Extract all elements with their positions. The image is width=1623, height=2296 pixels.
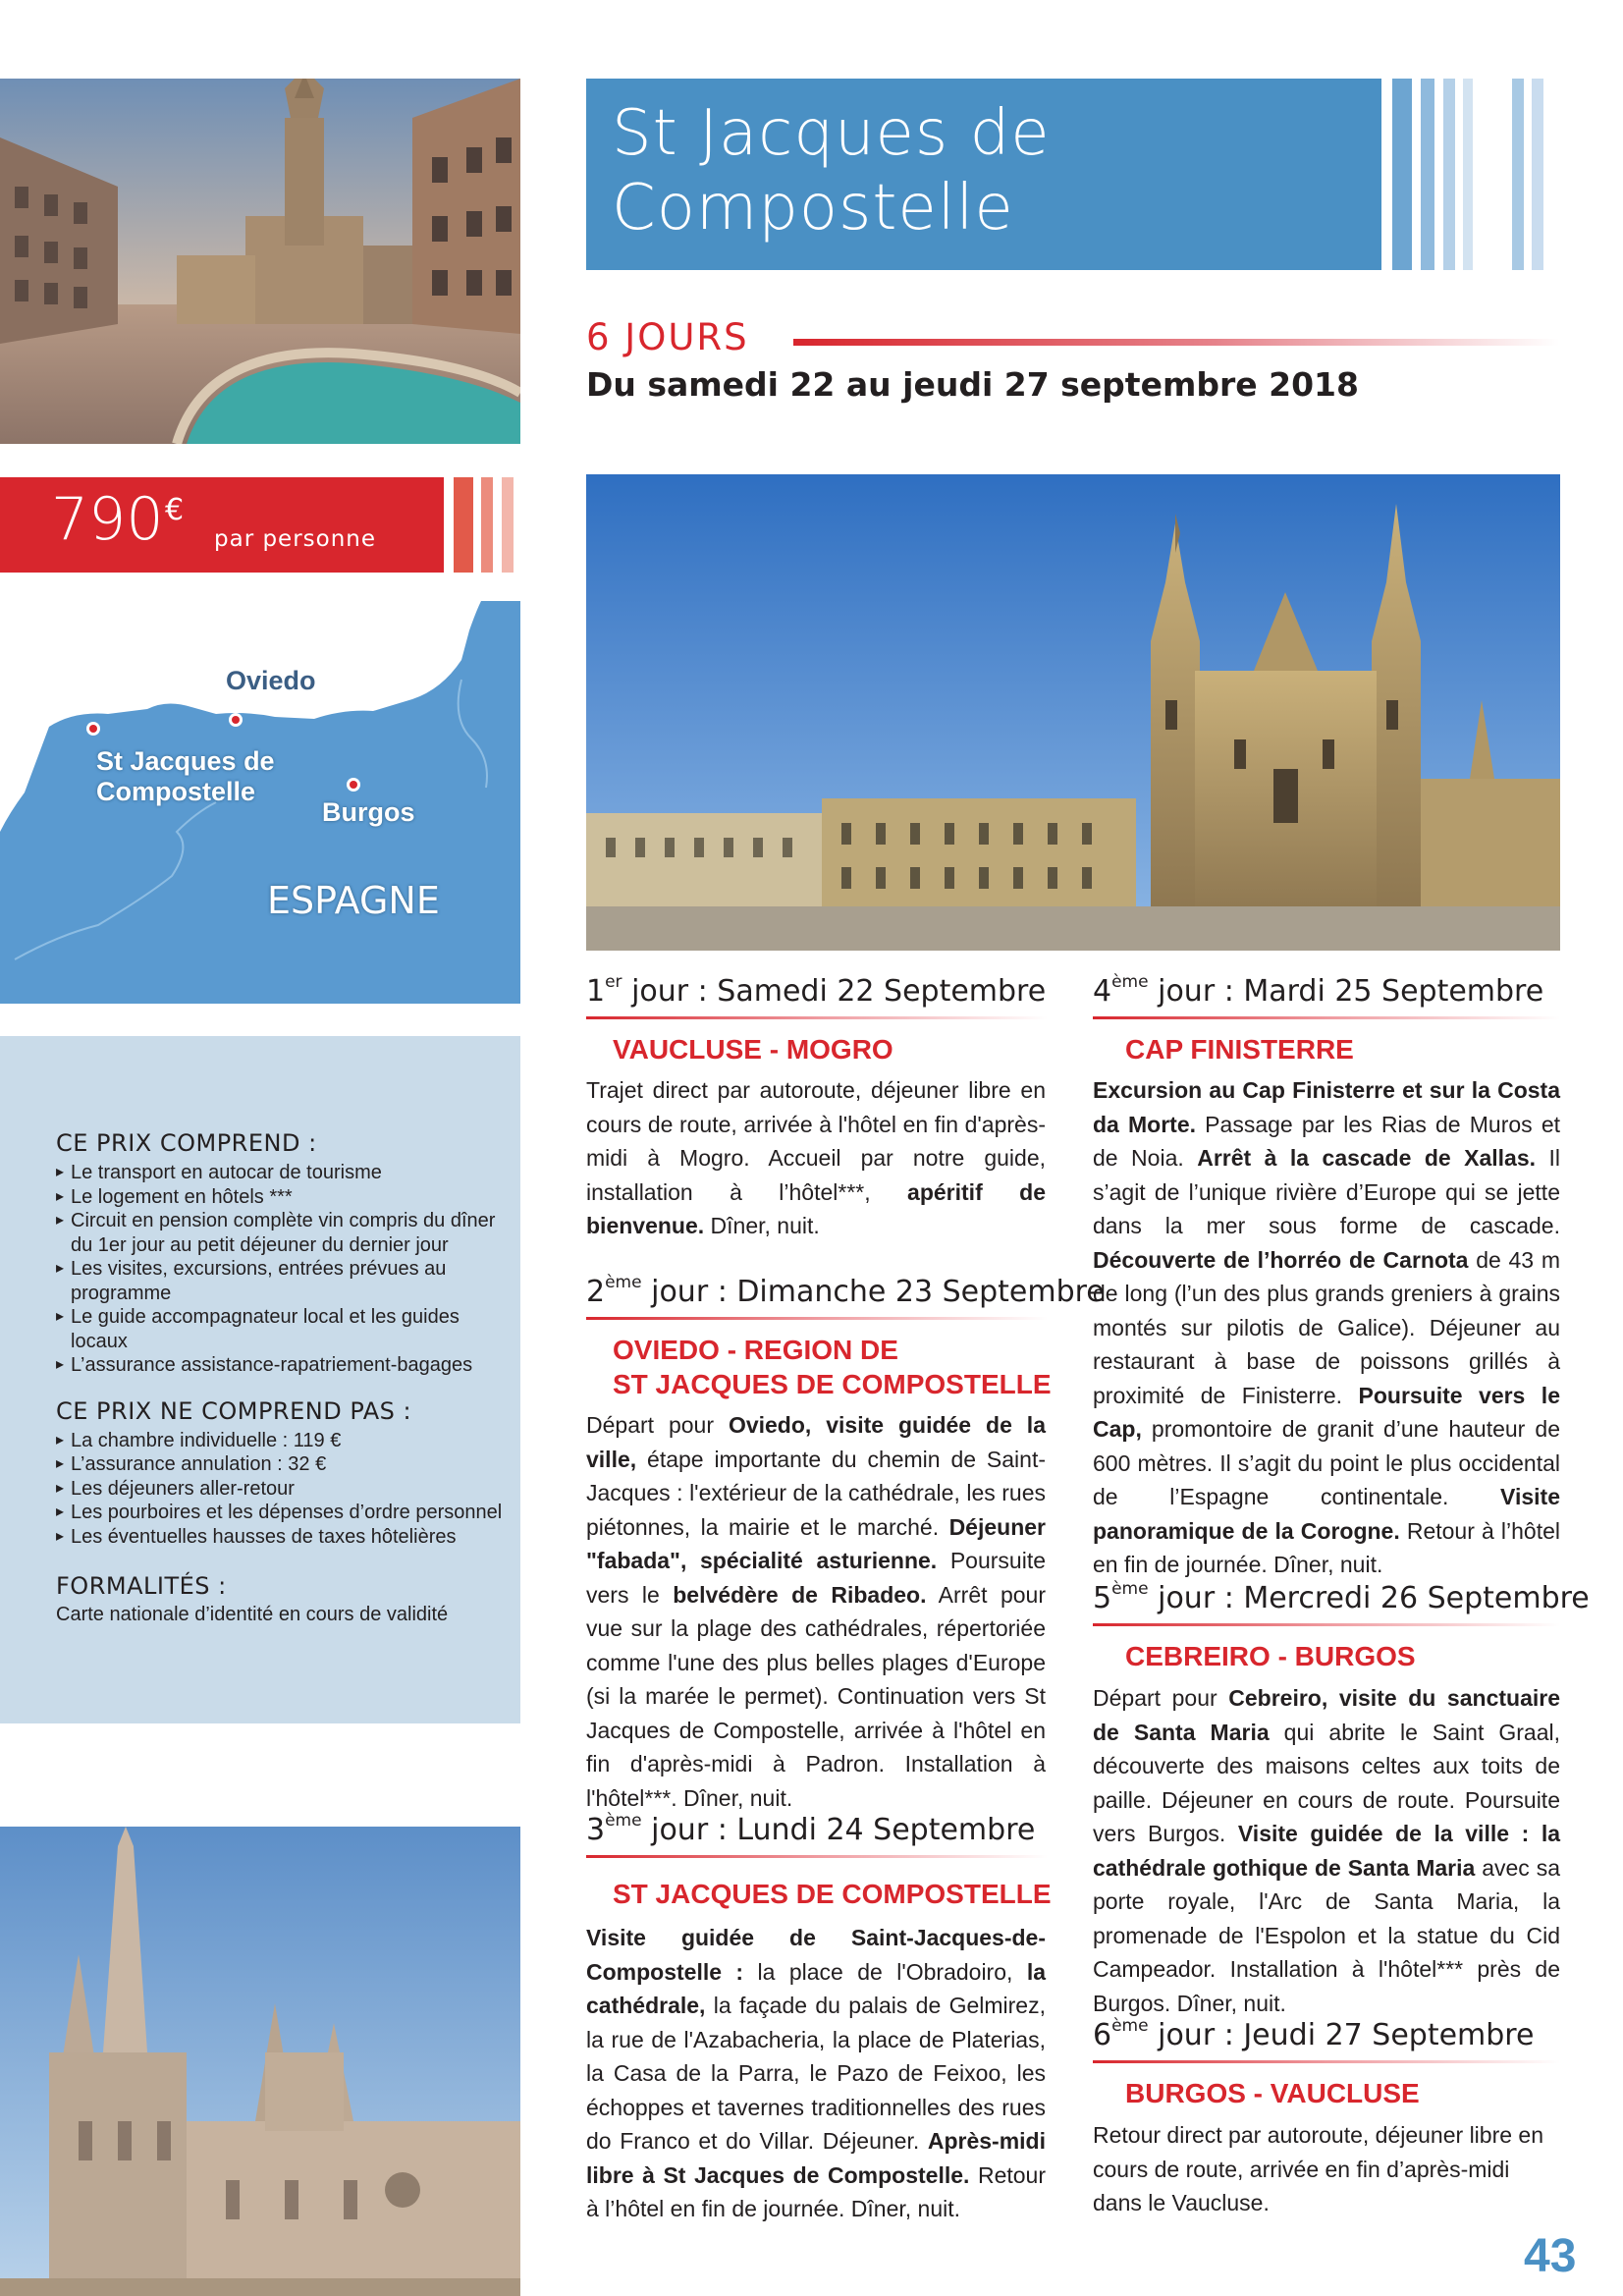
map-marker-oviedo [229,713,243,727]
title-line-2: Compostelle [612,172,1014,245]
day-4-line [1093,1016,1560,1019]
day-2-text: Départ pour Oviedo, visite guidée de la ville, étape importante du chemin de Saint-Jacques : l'extérieur de la cathédrale, les rues piétonnes, la mairie et le marché. Déjeuner "fabada", spécialité asturienne. Poursuite vers le belvédère de Ribadeo. Arrêt pour vue sur la plage des cathédrales, répertoriée comme l'une des plus belles plages d'Europe (si la marée le permet). Continuation vers St Jacques de Compostelle, arrivée à l'hôtel en fin d'après-midi à Padron. Installation à l'hôtel***. Dîner, nuit. [586,1412,1047,1811]
ne-comprend-title: CE PRIX NE COMPREND PAS : [56,1396,412,1425]
day-6-heading: 6ème jour : Jeudi 27 Septembre [1093,2016,1535,2052]
day-6-line [1093,2060,1560,2063]
day-5-subtitle: CEBREIRO - BURGOS [1125,1641,1416,1671]
price-stripe-1 [454,477,473,573]
price-amount: 790 [51,485,164,554]
map-label-stjacques-2: Compostelle [96,777,256,806]
title-stripe-4 [1463,79,1473,270]
day-4-heading: 4ème jour : Mardi 25 Septembre [1093,972,1544,1009]
title-stripe-1 [1392,79,1412,270]
price-info-panel [0,1036,520,1723]
map-label-stjacques [96,746,275,807]
duration: 6 JOURS [586,316,749,358]
list-item: ▸ Les pourboires et les dépenses d’ordre personnel [56,1501,508,1525]
list-item: ▸ Les visites, excursions, entrées prévues au programme [56,1257,508,1305]
ne-comprend-list [56,1429,508,1550]
page-number: 43 [1524,2230,1577,2282]
formalites-text: Carte nationale d’identité en cours de validité [56,1604,449,1625]
price-stripe-2 [481,477,493,573]
day-3-text: Visite guidée de Saint-Jacques-de-Compostelle : la place de l'Obradoiro, la cathédrale, la façade du palais de Gelmirez, la rue de l'Azabacheria, la place de Platerias, la Casa de la Parra, le Pazo de Feixoo, les échoppes et tavernes traditionnelles des rues do Franco et do Villar. Déjeuner. Après-midi libre à St Jacques de Compostelle. Retour à l’hôtel en fin de journée. Dîner, nuit. [586,1925,1047,2221]
oviedo-photo [0,79,520,444]
day-4-text: Excursion au Cap Finisterre et sur la Costa da Morte. Passage par les Rias de Muros et de Noia. Arrêt à la cascade de Xallas. Il s’agit de l’unique rivière d’Europe qui se jette dans la mer sous forme de cascade. Découverte de l’horréo de Carnota de 43 m de long (l’un des plus grands greniers à grains montés sur pilotis de Galice). Déjeuner au restaurant à base de poissons grillés à proximité de Finisterre. Poursuite vers le Cap, promontoire de granit d’une hauteur de 600 mètres. Il s’agit du point le plus occidental de l’Espagne continentale. Visite panoramique de la Corogne. Retour à l’hôtel en fin de journée. Dîner, nuit. [1093,1077,1561,1577]
duration-line [793,339,1559,346]
list-item: ▸ Le logement en hôtels *** [56,1185,508,1210]
list-item: ▸ La chambre individuelle : 119 € [56,1429,508,1453]
day-1-subtitle: VAUCLUSE - MOGRO [613,1034,893,1065]
price-currency: € [165,493,185,527]
list-item: ▸ L’assurance assistance-rapatriement-bagages [56,1353,508,1378]
map-label-stjacques-1: St Jacques de [96,746,275,776]
formalites-title: FORMALITÉS : [56,1572,227,1600]
day-5-text: Départ pour Cebreiro, visite du sanctuaire de Santa Maria qui abrite le Saint Graal, découverte des maisons celtes aux toits de paille. Déjeuner en cours de route. Poursuite vers Burgos. Visite guidée de la ville : la cathédrale gothique de Santa Maria avec sa porte royale, l'Arc de Santa Maria, la promenade de l'Espolon et la statue du Cid Campeador. Installation à l'hôtel*** près de Burgos. Dîner, nuit. [1093,1685,1561,2016]
day-2-subtitle: OVIEDO - REGION DE ST JACQUES DE COMPOSTELLE [613,1335,1052,1399]
list-item: ▸ Les déjeuners aller-retour [56,1477,508,1502]
comprend-list [56,1161,508,1378]
travel-dates: Du samedi 22 au jeudi 27 septembre 2018 [586,365,1359,404]
day-3-line [586,1855,1048,1858]
day-2-heading: 2ème jour : Dimanche 23 Septembre [586,1273,1105,1309]
day-6-subtitle: BURGOS - VAUCLUSE [1125,2078,1420,2108]
burgos-photo [0,1827,520,2296]
map [0,601,520,1004]
title-stripe-5 [1512,79,1524,270]
day-4-subtitle: CAP FINISTERRE [1125,1034,1354,1065]
santiago-cathedral-photo [586,474,1560,951]
comprend-title: CE PRIX COMPREND : [56,1129,317,1157]
day-3-heading: 3ème jour : Lundi 24 Septembre [586,1811,1036,1847]
map-marker-burgos [347,778,360,792]
day-2-line [586,1317,1048,1320]
title-banner [586,79,1381,270]
price-per-person: par personne [214,526,377,552]
list-item: ▸ Le transport en autocar de tourisme [56,1161,508,1185]
day-1-line [586,1016,1048,1019]
title-stripe-3 [1443,79,1455,270]
day-5-heading: 5ème jour : Mercredi 26 Septembre [1093,1579,1590,1615]
day-6-text: Retour direct par autoroute, déjeuner libre en cours de route, arrivée en fin d’après-midi dans le Vaucluse. [1093,2122,1544,2215]
list-item: ▸ L’assurance annulation : 32 € [56,1452,508,1477]
map-label-oviedo: Oviedo [226,666,316,695]
list-item: ▸ Circuit en pension complète vin compris du dîner du 1er jour au petit déjeuner du dernier jour [56,1209,508,1257]
price-stripe-3 [502,477,514,573]
map-marker-stjacques [86,722,100,736]
title-stripe-2 [1421,79,1434,270]
list-item: ▸ Le guide accompagnateur local et les guides locaux [56,1305,508,1353]
day-1-heading: 1er jour : Samedi 22 Septembre [586,972,1047,1009]
day-5-line [1093,1623,1560,1626]
day-3-subtitle: ST JACQUES DE COMPOSTELLE [613,1879,1052,1909]
day-1-text: Trajet direct par autoroute, déjeuner libre en cours de route, arrivée à l'hôtel en fin d'après-midi à Mogro. Accueil par notre guide, installation à l’hôtel***, apéritif de bienvenue. Dîner, nuit. [586,1077,1046,1238]
map-label-country: ESPAGNE [267,879,440,922]
title-line-1: St Jacques de [612,97,1051,170]
map-label-burgos: Burgos [322,797,415,827]
list-item: ▸ Les éventuelles hausses de taxes hôtelières [56,1525,508,1550]
title-stripe-6 [1532,79,1543,270]
page-title [612,96,1051,246]
